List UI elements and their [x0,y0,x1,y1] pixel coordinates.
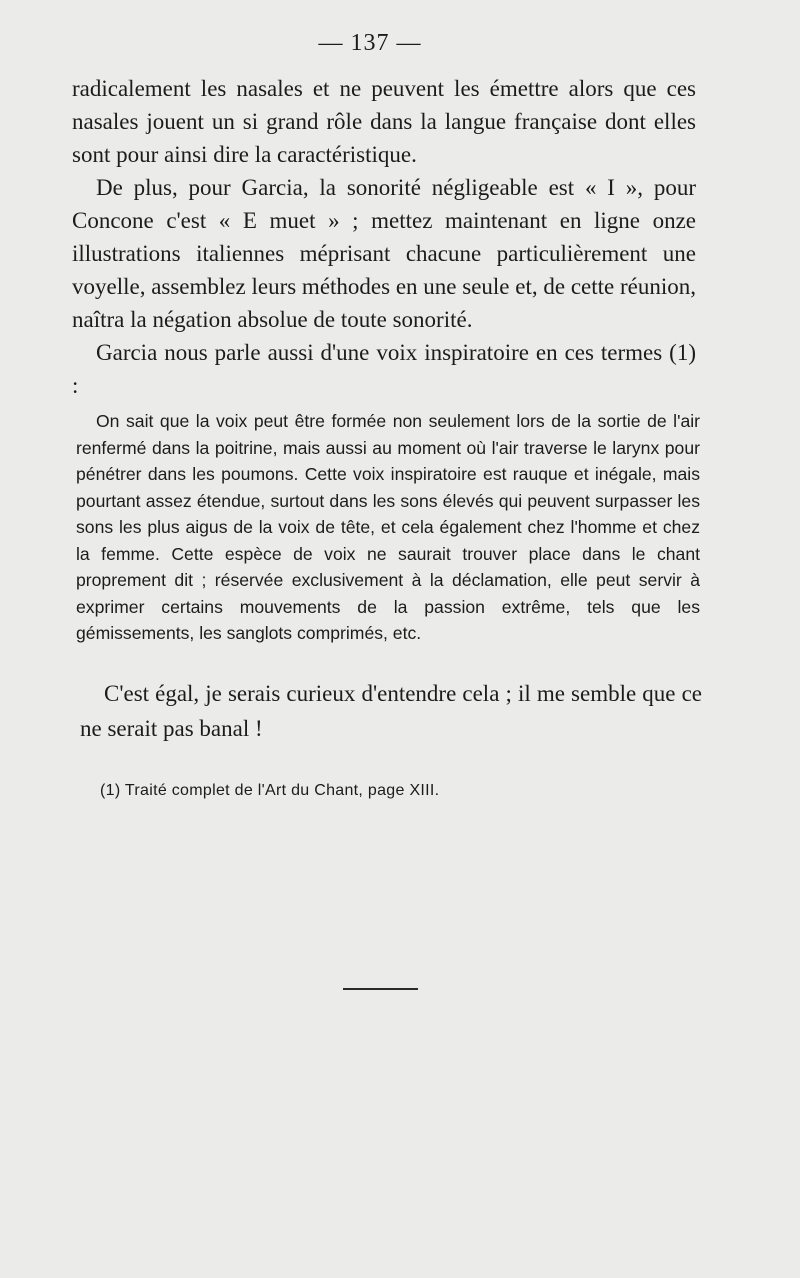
paragraph-sonority: De plus, pour Garcia, la sonorité négligeable est « I », pour Concone c'est « E muet » ; mettez maintenant en ligne onze illustrations italiennes méprisant chacune particulièrement une voyelle, assemblez leurs méthodes en une seule et, de cette réunion, naîtra la négation absolue de toute sonorité. [72,175,696,332]
closing-text-block [80,676,702,746]
quotation-block: On sait que la voix peut être formée non seulement lors de la sortie de l'air renfermé dans la poitrine, mais aussi au moment où l'air traverse le larynx pour pénétrer dans les poumons. Cette voix inspiratoire est rauque et inégale, mais pourtant assez étendue, surtout dans les sons élevés qui peuvent surpasser les sons les plus aigus de la voix de tête, et cela également chez l'homme et chez la femme. Cette espèce de voix ne saurait trouver place dans le chant proprement dit ; réservée exclusivement à la déclamation, elle peut servir à exprimer certains mouvements de la passion extrême, tels que les gémissements, les sanglots comprimés, etc. [76,411,700,643]
paragraph-continuation: radicalement les nasales et ne peuvent les émettre alors que ces nasales jouent un si grand rôle dans la langue française dont elles sont pour ainsi dire la caractéristique. [72,76,696,167]
paragraph-closing: C'est égal, je serais curieux d'entendre cela ; il me semble que ce ne serait pas banal ! [80,681,702,741]
page-number: — 137 — [318,30,422,56]
section-divider [343,988,418,990]
footnote: (1) Traité complet de l'Art du Chant, page XIII. [100,782,440,799]
main-text-block [72,72,696,402]
paragraph-inspiratory-voice: Garcia nous parle aussi d'une voix inspiratoire en ces termes (1) : [72,340,696,398]
